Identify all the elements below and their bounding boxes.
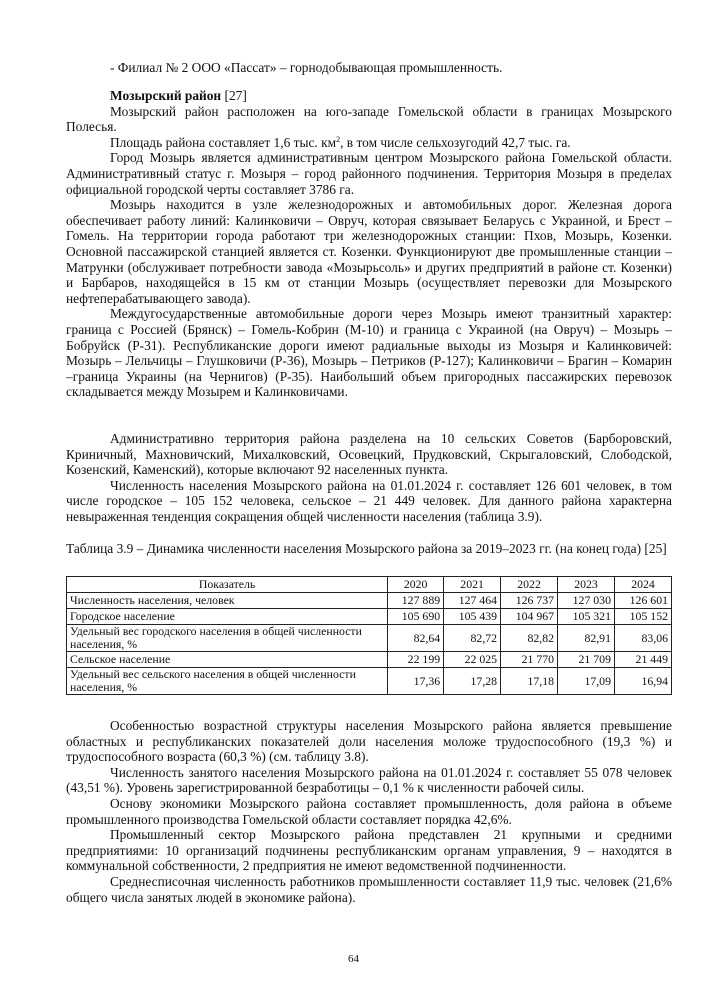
table-caption: Таблица 3.9 – Динамика численности населения Мозырского района за 2019–2023 гг. (на конец года) [25]: [66, 541, 667, 556]
section-ref: [27]: [221, 88, 247, 103]
paragraph-employment: Численность занятого населения Мозырского района на 01.01.2024 г. составляет 55 078 человек (43,51 %). Уровень зарегистрированной безработицы – 0,1 % к численности рабочей силы.: [66, 764, 672, 796]
table-header-cell: 2022: [501, 577, 558, 593]
table-cell: 82,72: [444, 625, 501, 652]
paragraph-councils: Административно территория района разделена на 10 сельских Советов (Барборовский, Криничный, Махновичский, Михалковский, Осовецкий, Прудковский, Скрыгаловский, Слободской, Козенский, Каменский), которые включают 92 населенных пункта.: [66, 431, 672, 478]
table-cell: 82,91: [558, 625, 615, 652]
section-block: [66, 88, 672, 400]
table-cell: 21 709: [558, 652, 615, 668]
paragraph-location: Мозырский район расположен на юго-западе Гомельской области в границах Мозырского Полесья.: [66, 103, 672, 135]
table-cell: Удельный вес городского населения в общей численности населения, %: [67, 625, 388, 652]
table-header-cell: 2020: [388, 577, 444, 593]
table-cell: Сельское население: [67, 652, 388, 668]
table-row: [67, 625, 672, 652]
paragraph-population: Численность населения Мозырского района на 01.01.2024 г. составляет 126 601 человек, в том числе городское – 105 152 человека, сельское – 21 449 человек. Для данного района характерна невыраженная тенденция сокращения общей численности населения (таблица 3.9).: [66, 477, 672, 524]
table-cell: 105 152: [614, 609, 671, 625]
table-cell: 104 967: [501, 609, 558, 625]
table-header-cell: 2024: [614, 577, 671, 593]
section-heading: [66, 88, 672, 104]
paragraph-area: Площадь района составляет 1,6 тыс. $км^2$, в том числе сельхозугодий 42,7 тыс. га.: [110, 134, 571, 150]
table-cell: 126 737: [501, 593, 558, 609]
table-cell: 82,64: [388, 625, 444, 652]
section-title: Мозырский район: [110, 88, 222, 103]
table-cell: 17,18: [501, 668, 558, 695]
table-header-cell: 2023: [558, 577, 615, 593]
population-block: [66, 431, 672, 525]
table-cell: 105 439: [444, 609, 501, 625]
table-cell: Городское население: [67, 609, 388, 625]
intro-line: - Филиал № 2 ООО «Пассат» – горнодобывающая промышленность.: [110, 60, 503, 75]
table-cell: 17,09: [558, 668, 615, 695]
table-row: [67, 668, 672, 695]
paragraph-admin-center: Город Мозырь является административным центром Мозырского района Гомельской области. Административный статус г. Мозыря – город районного подчинения. Территория Мозыря в пределах официальной городской черты составляет 3786 га.: [66, 150, 672, 197]
paragraph-railways: Мозырь находится в узле железнодорожных и автомобильных дорог. Железная дорога обеспечивает работу линий: Калинковичи – Овруч, которая связывает Беларусь с Украиной, и Брест – Гомель. На территории города работают три железнодорожных станции: Пхов, Мозырь, Козенки. Основной пассажирской станцией является ст. Козенки. Функционируют две промышленные станции – Матрунки (обслуживает потребности завода «Мозырьсоль» и других предприятий в районе ст. Козенки) и Барбаров, находящейся в 15 км от станции Мозырь (осуществляет перевозки для Мозырского нефтеперабатывающего завода).: [66, 197, 672, 306]
table-cell: 83,06: [614, 625, 671, 652]
table-cell: 22 199: [388, 652, 444, 668]
table-header-row: [67, 577, 672, 593]
table-cell: 105 321: [558, 609, 615, 625]
table-cell: 127 030: [558, 593, 615, 609]
table-header-cell: 2021: [444, 577, 501, 593]
table-cell: 21 770: [501, 652, 558, 668]
paragraph-workers: Среднесписочная численность работников промышленности составляет 11,9 тыс. человек (21,6% общего числа занятых людей в экономике района).: [66, 873, 672, 905]
paragraph-industry: Промышленный сектор Мозырского района представлен 21 крупными и средними предприятиями: 10 организаций подчинены республиканским органам управления, 9 – находятся в коммунальной собственности, 2 предприятия не имеют ведомственной подчиненности.: [66, 827, 672, 874]
intro-block: [66, 60, 672, 76]
table-cell: Удельный вес сельского населения в общей численности населения, %: [67, 668, 388, 695]
table-cell: 127 464: [444, 593, 501, 609]
table-cell: Численность населения, человек: [67, 593, 388, 609]
table-cell: 105 690: [388, 609, 444, 625]
table-cell: 21 449: [614, 652, 671, 668]
paragraph-economy: Основу экономики Мозырского района составляет промышленность, доля района в объеме промышленного производства Гомельской области составляет порядка 42,6%.: [66, 795, 672, 827]
table-cell: 22 025: [444, 652, 501, 668]
page-number: 64: [348, 953, 359, 965]
population-table: [66, 576, 672, 695]
table-cell: 17,28: [444, 668, 501, 695]
table-row: [67, 652, 672, 668]
paragraph-roads: Междугосударственные автомобильные дороги через Мозырь имеют транзитный характер: граница с Россией (Брянск) – Гомель-Кобрин (М-10) и граница с Украиной (на Овруч) – Мозырь – Бобруйск (Р-31). Республиканские дороги имеют радиальные выходы из Мозыря и Калинковичей: Мозырь – Лельчицы – Глушковичи (Р-36), Мозырь – Петриков (Р-127); Калинковичи – Брагин – Комарин –граница Украины (на Чернигов) (Р-35). Наибольший объем пригородных пассажирских перевозок складывается между Мозырем и Калинковичами.: [66, 306, 672, 400]
table-row: [67, 593, 672, 609]
table-cell: 16,94: [614, 668, 671, 695]
table-cell: 127 889: [388, 593, 444, 609]
table-row: [67, 609, 672, 625]
paragraph-age-structure: Особенностью возрастной структуры населения Мозырского района является превышение областных и республиканских показателей доли населения моложе трудоспособного (19,3 %) и трудоспособного возраста (60,3 %) (см. таблицу 3.8).: [66, 718, 672, 765]
table-cell: 126 601: [614, 593, 671, 609]
table-cell: 17,36: [388, 668, 444, 695]
table-cell: 82,82: [501, 625, 558, 652]
economy-block: [66, 718, 672, 905]
table-header-cell: Показатель: [67, 577, 388, 593]
